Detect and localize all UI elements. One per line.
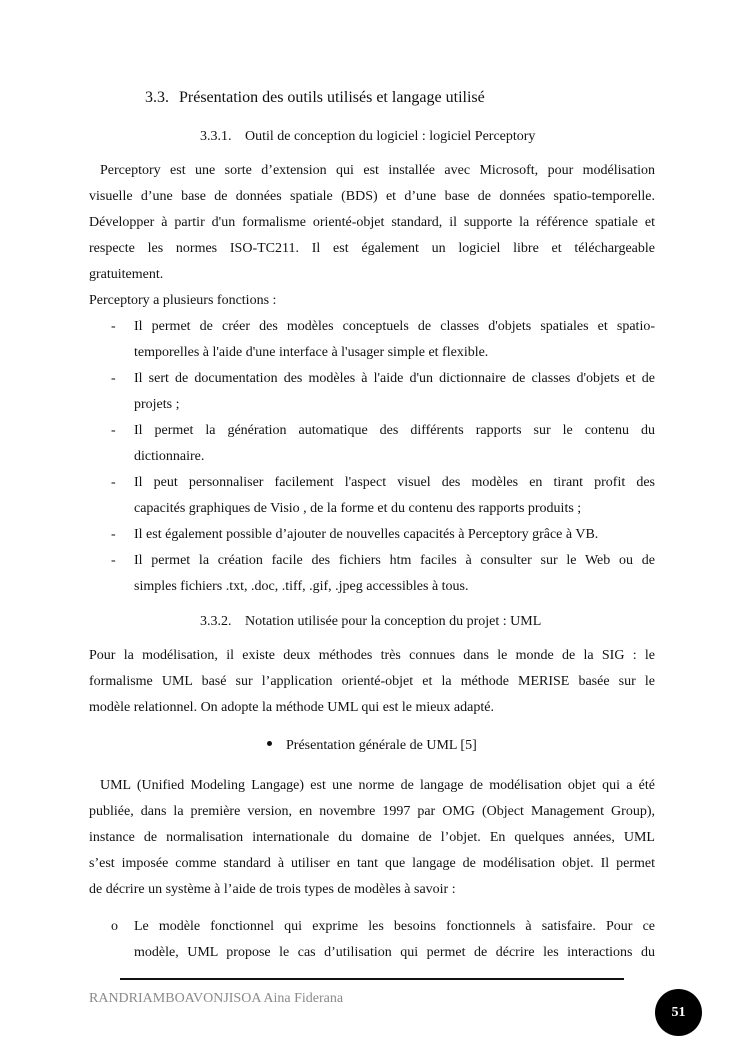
text-line: modèle relationnel. On adopte la méthode UML qui est le mieux adapté. bbox=[89, 700, 494, 715]
text-line: de décrire un système à l’aide de trois types de modèles à savoir : bbox=[89, 882, 456, 897]
text-line: gratuitement. bbox=[89, 267, 164, 282]
subsection-title: Outil de conception du logiciel : logiciel Perceptory bbox=[245, 129, 536, 144]
text-line: UML (Unified Modeling Langage) est une norme de langage de modélisation objet qui a été bbox=[100, 778, 655, 793]
text-line: Pour la modélisation, il existe deux méthodes très connues dans le monde de la SIG : le bbox=[89, 648, 655, 663]
text-line: visuelle d’une base de données spatiale (BDS) et d’une base de données spatio-temporelle. bbox=[89, 189, 655, 204]
section-number: 3.3. bbox=[145, 89, 169, 106]
bullet-heading-text: Présentation générale de UML [5] bbox=[286, 738, 477, 753]
footer-rule bbox=[120, 978, 624, 980]
text-line: Perceptory a plusieurs fonctions : bbox=[89, 293, 277, 308]
list-item-line: temporelles à l'aide d'une interface à l'usager simple et flexible. bbox=[134, 345, 489, 360]
page-number-badge bbox=[655, 989, 702, 1036]
dash-marker: - bbox=[111, 527, 116, 542]
bullet-heading bbox=[267, 738, 477, 754]
dash-marker: - bbox=[111, 553, 116, 568]
page-number: 51 bbox=[671, 1004, 686, 1020]
list-item-line: Il permet de créer des modèles conceptuels de classes d'objets spatiales et spatio- bbox=[134, 319, 655, 334]
dash-marker: - bbox=[111, 423, 116, 438]
text-line: respecte les normes ISO-TC211. Il est également un logiciel libre et téléchargeable bbox=[89, 241, 655, 256]
text-line: instance de normalisation internationale du domaine de l’objet. En quelques années, UML bbox=[89, 830, 655, 845]
section-heading bbox=[145, 89, 485, 107]
list-item-line: dictionnaire. bbox=[134, 449, 205, 464]
dash-marker: - bbox=[111, 475, 116, 490]
list-item-line: projets ; bbox=[134, 397, 180, 412]
list-item-line: Le modèle fonctionnel qui exprime les besoins fonctionnels à satisfaire. Pour ce bbox=[134, 919, 655, 934]
list-item-line: Il peut personnaliser facilement l'aspect visuel des modèles en tirant profit des bbox=[134, 475, 655, 490]
bullet-dot-icon bbox=[267, 741, 272, 746]
section-title: Présentation des outils utilisés et langage utilisé bbox=[179, 89, 485, 106]
text-line: s’est imposée comme standard à utiliser en tant que langage de modélisation objet. Il permet bbox=[89, 856, 655, 871]
list-item-line: simples fichiers .txt, .doc, .tiff, .gif, .jpeg accessibles à tous. bbox=[134, 579, 469, 594]
list-item-line: Il permet la génération automatique des différents rapports sur le contenu du bbox=[134, 423, 655, 438]
footer-author: RANDRIAMBOAVONJISOA Aina Fiderana bbox=[89, 991, 344, 1006]
dash-marker: - bbox=[111, 319, 116, 334]
dash-marker: - bbox=[111, 371, 116, 386]
subsection-heading-2 bbox=[200, 614, 541, 630]
text-line: Perceptory est une sorte d’extension qui est installée avec Microsoft, pour modélisation bbox=[100, 163, 655, 178]
list-item-line: modèle, UML propose le cas d’utilisation qui permet de décrire les interactions du bbox=[134, 945, 655, 960]
text-line: publiée, dans la première version, en novembre 1997 par OMG (Object Management Group), bbox=[89, 804, 655, 819]
subsection-heading-1 bbox=[200, 129, 535, 145]
subsection-number: 3.3.2. bbox=[200, 614, 232, 629]
subsection-title: Notation utilisée pour la conception du projet : UML bbox=[245, 614, 542, 629]
text-line: Développer à partir d'un formalisme orienté-objet standard, il supporte la référence spatiale et bbox=[89, 215, 655, 230]
circle-marker: o bbox=[111, 919, 118, 934]
list-item-line: Il sert de documentation des modèles à l'aide d'un dictionnaire de classes d'objets et de bbox=[134, 371, 655, 386]
text-line: formalisme UML basé sur l’application orienté-objet et la méthode MERISE basée sur le bbox=[89, 674, 655, 689]
list-item-line: capacités graphiques de Visio , de la forme et du contenu des rapports produits ; bbox=[134, 501, 582, 516]
subsection-number: 3.3.1. bbox=[200, 129, 232, 144]
list-item-line: Il permet la création facile des fichiers htm faciles à consulter sur le Web ou de bbox=[134, 553, 655, 568]
list-item-line: Il est également possible d’ajouter de nouvelles capacités à Perceptory grâce à VB. bbox=[134, 527, 599, 542]
